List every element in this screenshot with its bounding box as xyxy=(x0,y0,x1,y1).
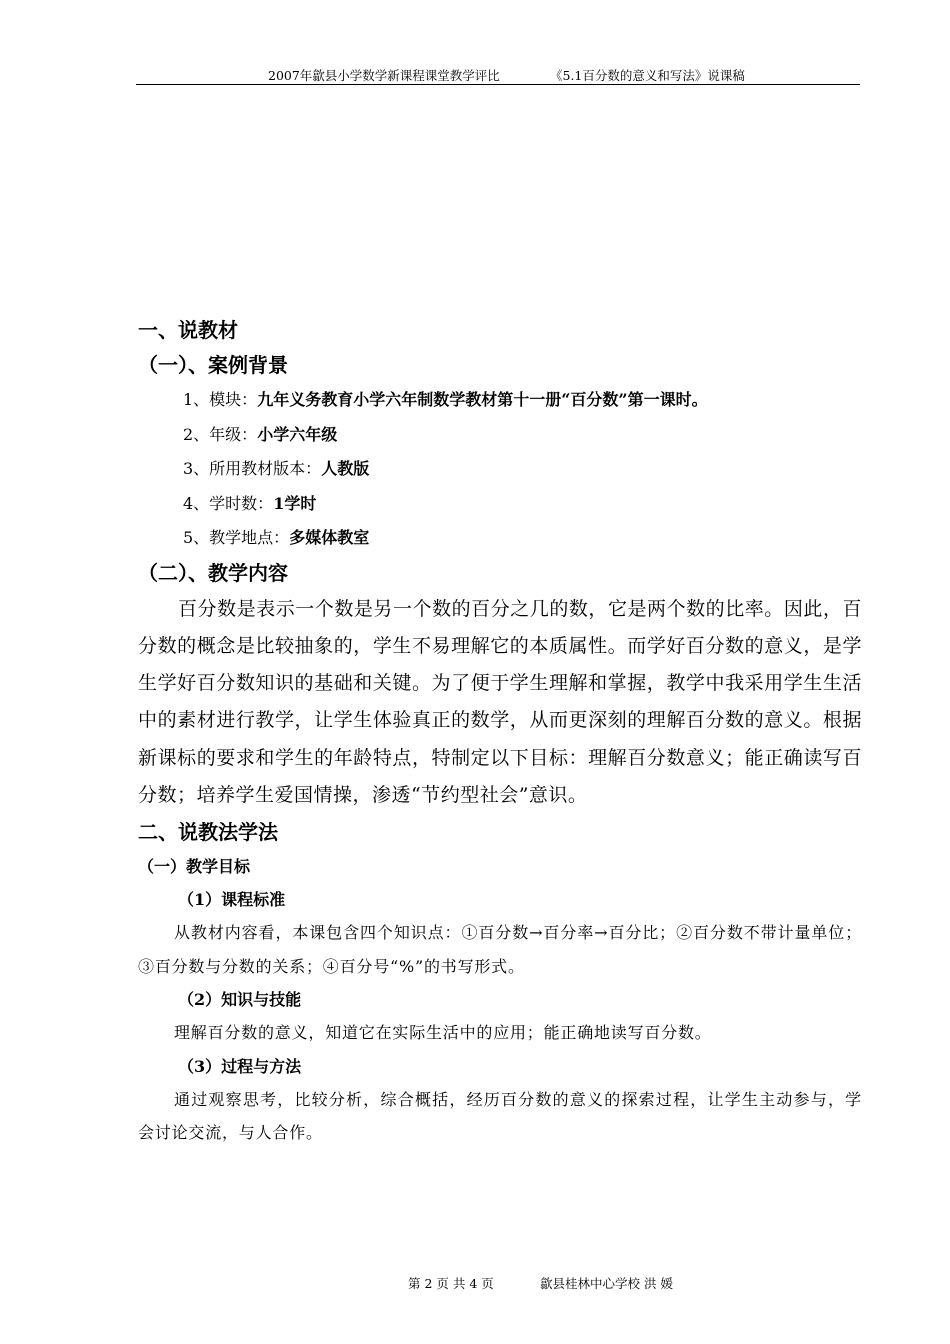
list-item xyxy=(138,487,862,522)
item-label: 5、教学地点： xyxy=(183,528,290,547)
item-value: 九年义务教育小学六年制数学教材第十一册“百分数”第一课时。 xyxy=(257,390,708,409)
goal-paragraph: 通过观察思考，比较分析，综合概括，经历百分数的意义的探索过程，让学生主动参与，学会讨论交流，与人合作。 xyxy=(138,1089,862,1143)
goal-heading: （1）课程标准 xyxy=(178,890,286,910)
goal-paragraph: 从教材内容看，本课包含四个知识点：①百分数→百分率→百分比；②百分数不带计量单位；③百分数与分数的关系；④百分号“%”的书写形式。 xyxy=(138,923,862,976)
section-heading-2: 二、说教法学法 xyxy=(138,820,278,845)
list-item xyxy=(138,452,862,487)
item-value: 多媒体教室 xyxy=(289,528,370,547)
item-label: 1、模块： xyxy=(183,390,258,409)
goal-paragraph: 理解百分数的意义，知道它在实际生活中的应用；能正确地读写百分数。 xyxy=(174,1023,712,1043)
header-rule xyxy=(136,84,860,85)
item-value: 小学六年级 xyxy=(257,424,338,444)
subsection-heading-content: （二）、教学内容 xyxy=(138,560,288,585)
page-number: 第 2 页 共 4 页 xyxy=(408,1276,494,1291)
section-heading-1: 一、说教材 xyxy=(138,318,238,342)
item-label: 4、学时数： xyxy=(183,493,274,513)
goal-heading: （3）过程与方法 xyxy=(178,1056,302,1076)
subsection-heading-background: （一）、案例背景 xyxy=(138,353,288,377)
content-paragraph: 百分数是表示一个数是另一个数的百分之几的数，它是两个数的比率。因此，百分数的概念是比较抽象的，学生不易理解它的本质属性。而学好百分数的意义，是学生学好百分数知识的基础和关键。为了便于学生理解和掌握，教学中我采用学生生活中的素材进行教学，让学生体验真正的数学，从而更深刻的理解百分数的意义。根据新课标的要求和学生的年龄特点，特制定以下目标：理解百分数意义；能正确读写百分数；培养学生爱国情操，渗透“节约型社会”意识。 xyxy=(138,597,862,806)
header-right: 《5.1百分数的意义和写法》说课稿 xyxy=(550,68,745,83)
list-item xyxy=(138,383,862,418)
goal-heading: （2）知识与技能 xyxy=(178,990,302,1010)
list-item xyxy=(138,521,862,556)
footer-school: 歙县桂林中心学校 洪 媛 xyxy=(540,1276,673,1291)
list-item xyxy=(138,418,862,453)
item-label: 3、所用教材版本： xyxy=(183,459,322,478)
header-left: 2007年歙县小学数学新课程课堂教学评比 xyxy=(268,68,500,83)
item-label: 2、年级： xyxy=(183,424,258,444)
item-value: 人教版 xyxy=(321,459,370,478)
subsection-heading-goals: （一）教学目标 xyxy=(138,857,251,877)
document-body xyxy=(138,312,862,1150)
item-value: 1学时 xyxy=(273,493,317,513)
